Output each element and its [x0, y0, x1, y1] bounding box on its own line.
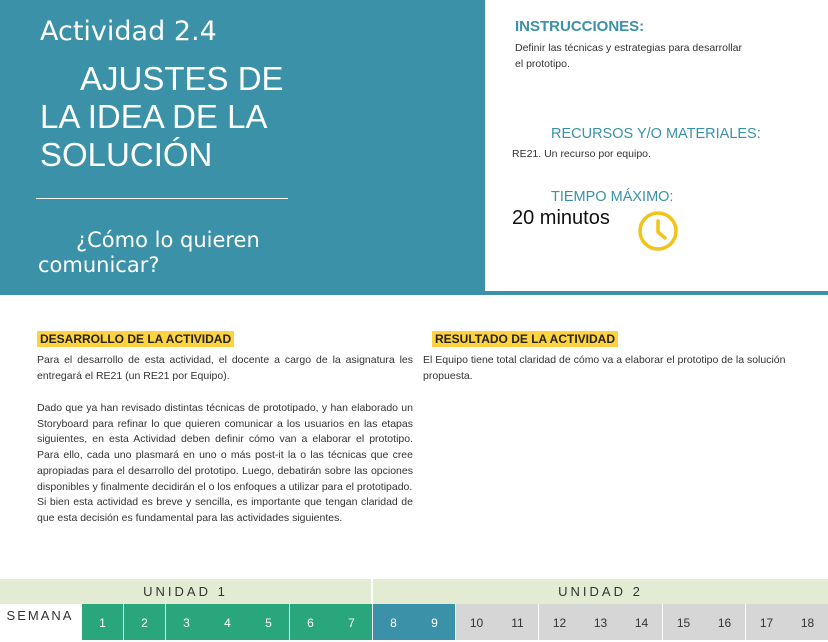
week-4: 4 — [207, 604, 248, 640]
time-label: TIEMPO MÁXIMO: — [551, 189, 674, 205]
week-6: 6 — [290, 604, 331, 640]
week-18: 18 — [787, 604, 828, 640]
header-bottom-rule — [485, 291, 828, 295]
instructions-text: Definir las técnicas y estrategias para desarrollar el prototipo. — [515, 42, 743, 70]
week-15: 15 — [663, 604, 704, 640]
week-17: 17 — [746, 604, 787, 640]
result-text: El Equipo tiene total claridad de cómo va a elaborar el prototipo de la solución propuesta. — [423, 354, 786, 382]
week-12: 12 — [539, 604, 580, 640]
unit-1-label: UNIDAD 1 — [0, 579, 371, 604]
clock-icon — [636, 209, 680, 253]
development-paragraph-1: Para el desarrollo de esta actividad, el docente a cargo de la asignatura les entregará el RE21 (un RE21 por Equipo). — [37, 354, 413, 382]
development-paragraph-2: Dado que ya han revisado distintas técnicas de prototipado, y han elaborado un Storyboard para refinar lo que quieren comunicar a los usuarios en las etapas siguientes, en esta Actividad deben definir cómo van a elaborar el prototipo. Para ello, cada uno plasmará en uno o más post-it la o las técnicas que cree apropiadas para el desarrollo del prototipo. Luego, debatirán sobre las opciones disponibles y finalmente decidirán el o los enfoques a utilizar para el prototipado. — [37, 402, 413, 493]
activity-question: ¿Cómo lo quieren comunicar? — [38, 228, 260, 277]
week-2: 2 — [124, 604, 165, 640]
unit-2-label: UNIDAD 2 — [373, 579, 828, 604]
week-13: 13 — [580, 604, 621, 640]
resources-text: RE21. Un recurso por equipo. — [512, 148, 651, 160]
development-title: DESARROLLO DE LA ACTIVIDAD — [37, 331, 234, 347]
week-9: 9 — [414, 604, 455, 640]
week-8: 8 — [373, 604, 414, 640]
week-3: 3 — [166, 604, 207, 640]
header-divider — [36, 198, 288, 199]
week-10: 10 — [456, 604, 497, 640]
activity-header-panel — [0, 0, 485, 295]
development-paragraph-3: Si bien esta actividad es breve y sencilla, es importante que tengan claridad de que esta decisión es fundamental para las actividades siguientes. — [37, 496, 413, 524]
instructions-label: INSTRUCCIONES: — [515, 18, 645, 35]
week-11: 11 — [497, 604, 538, 640]
activity-title: AJUSTES DE LA IDEA DE LA SOLUCIÓN — [40, 60, 284, 173]
week-1: 1 — [82, 604, 123, 640]
week-5: 5 — [248, 604, 289, 640]
week-14: 14 — [621, 604, 662, 640]
week-timeline — [0, 579, 828, 640]
activity-number: Actividad 2.4 — [40, 16, 217, 47]
week-7: 7 — [331, 604, 372, 640]
week-label: SEMANA — [0, 605, 80, 640]
resources-label: RECURSOS Y/O MATERIALES: — [551, 126, 761, 142]
week-16: 16 — [704, 604, 745, 640]
time-value: 20 minutos — [512, 207, 610, 229]
result-title: RESULTADO DE LA ACTIVIDAD — [432, 331, 618, 347]
